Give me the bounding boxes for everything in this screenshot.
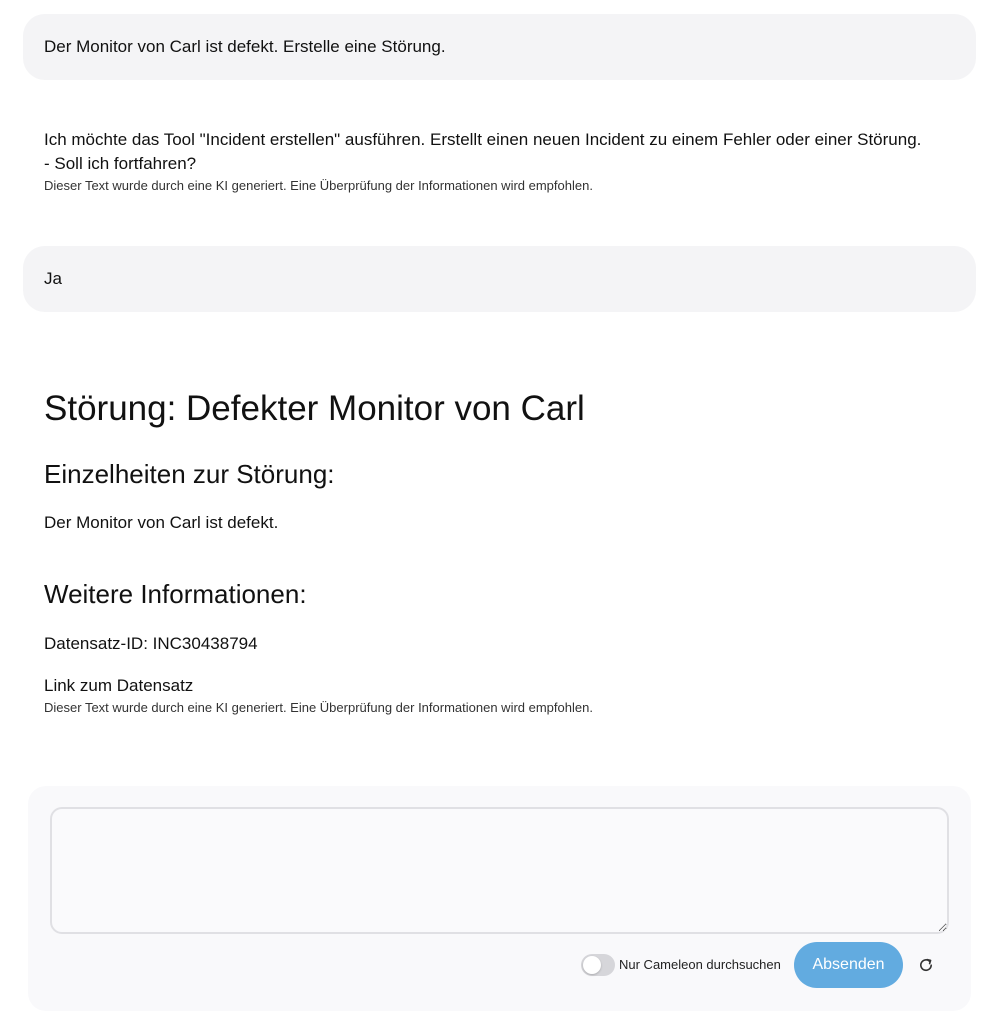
- message-input[interactable]: [50, 807, 949, 934]
- refresh-icon[interactable]: [917, 956, 935, 974]
- details-heading: Einzelheiten zur Störung:: [44, 459, 335, 489]
- assistant-message-question: - Soll ich fortfahren?: [44, 154, 197, 173]
- toggle-knob: [583, 956, 601, 974]
- ai-disclaimer: Dieser Text wurde durch eine KI generiert. Eine Überprüfung der Informationen wird empfohlen.: [44, 700, 593, 715]
- assistant-message: [44, 384, 964, 718]
- user-message-text: Ja: [44, 269, 62, 288]
- cameleon-only-toggle[interactable]: [581, 954, 615, 976]
- assistant-message: [44, 128, 964, 196]
- record-link[interactable]: Link zum Datensatz: [44, 676, 194, 695]
- toggle-label: Nur Cameleon durchsuchen: [619, 957, 781, 972]
- incident-title: Störung: Defekter Monitor von Carl: [44, 389, 585, 428]
- send-button[interactable]: Absenden: [794, 942, 903, 988]
- ai-disclaimer: Dieser Text wurde durch eine KI generiert. Eine Überprüfung der Informationen wird empfohlen.: [44, 178, 593, 193]
- record-id: Datensatz-ID: INC30438794: [44, 634, 258, 653]
- user-message: [23, 246, 976, 312]
- message-composer: [28, 786, 971, 1011]
- user-message-text: Der Monitor von Carl ist defekt. Erstelle eine Störung.: [44, 37, 446, 56]
- assistant-message-text: Ich möchte das Tool "Incident erstellen" ausführen. Erstellt einen neuen Incident zu einem Fehler oder einer Störung.: [44, 130, 922, 149]
- user-message: [23, 14, 976, 80]
- details-text: Der Monitor von Carl ist defekt.: [44, 513, 279, 532]
- more-info-heading: Weitere Informationen:: [44, 579, 307, 609]
